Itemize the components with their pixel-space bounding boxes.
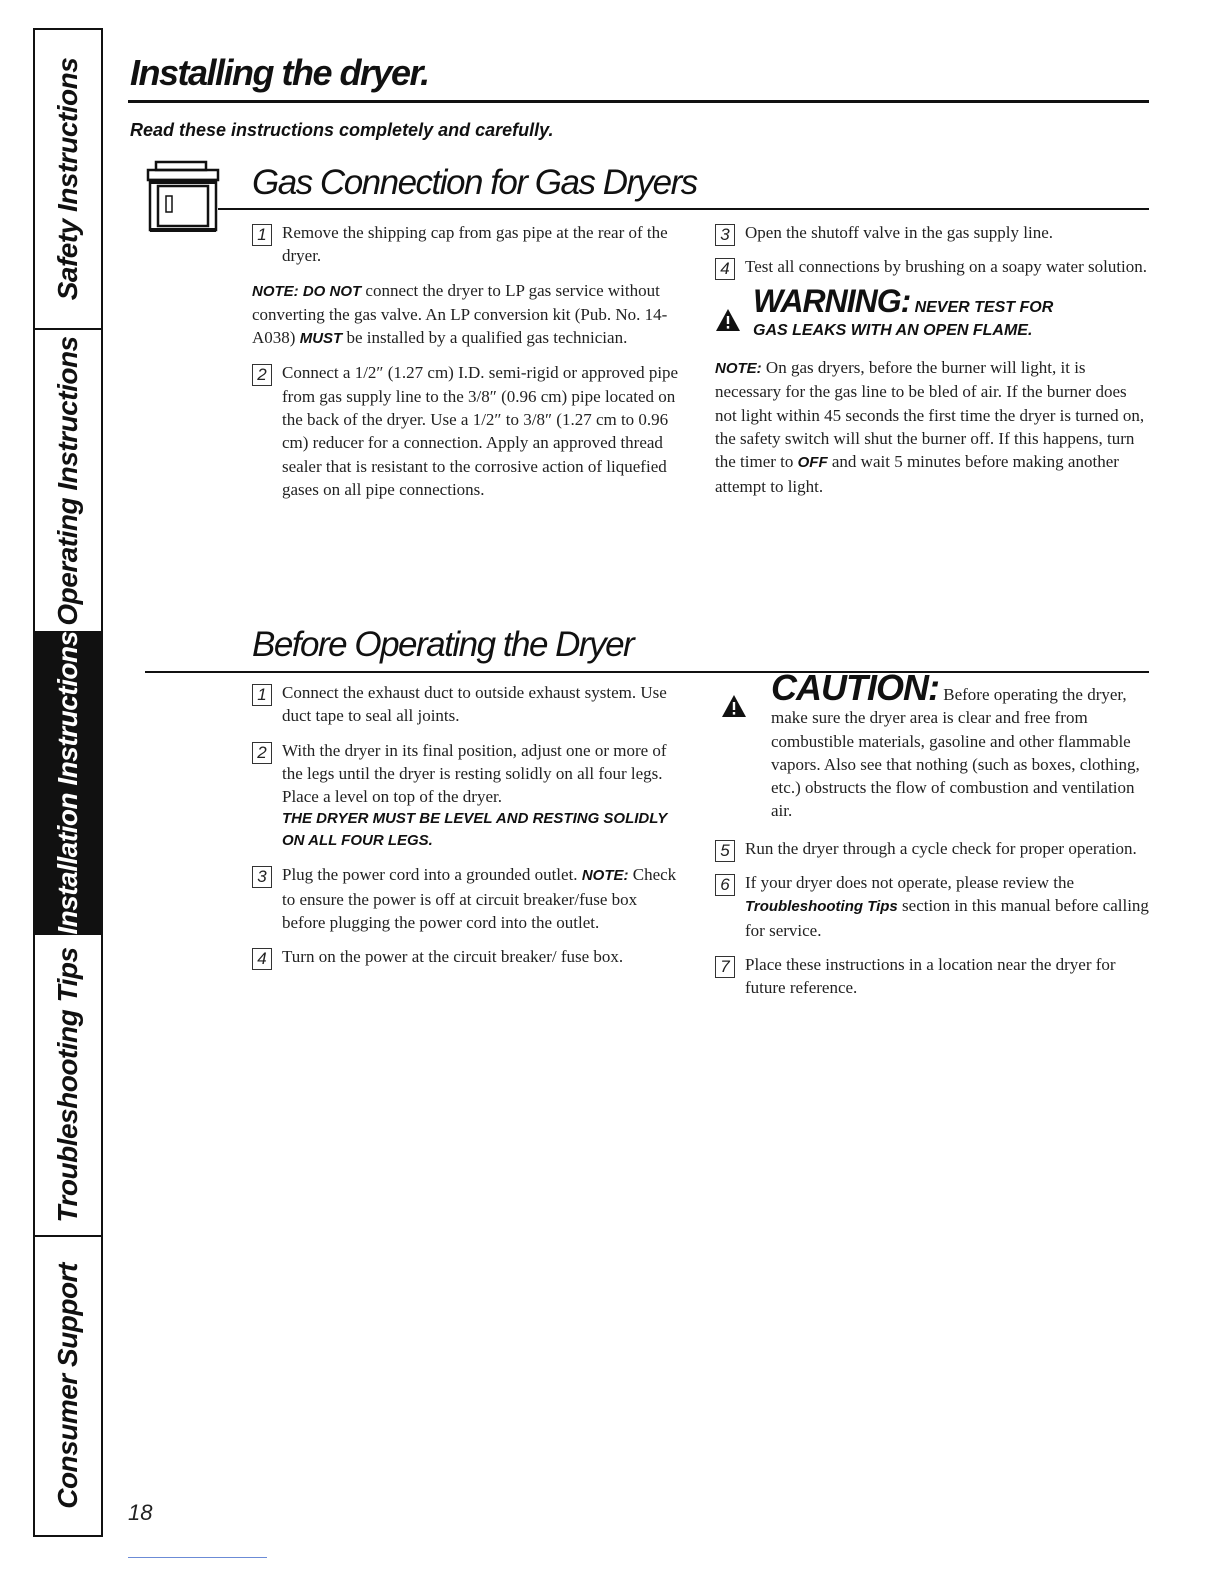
caution-block — [715, 667, 1151, 823]
operating-section-divider — [145, 671, 1149, 673]
tab-consumer-support[interactable] — [35, 1237, 101, 1535]
troubleshooting-tips-link[interactable]: Troubleshooting Tips — [745, 898, 898, 916]
warning-label: WARNING: — [753, 282, 911, 319]
step-number: 5 — [715, 840, 735, 862]
page-title: Installing the dryer. — [130, 52, 429, 93]
operating-step-6 — [715, 871, 1151, 942]
caution-label: CAUTION: — [771, 667, 939, 708]
note-label: NOTE: DO NOT — [252, 282, 362, 300]
tab-installation-instructions[interactable] — [35, 633, 101, 935]
gas-left-column — [252, 221, 682, 512]
dryer-icon — [146, 160, 220, 236]
warning-text: NEVER TEST FOR — [914, 298, 1054, 316]
step-number: 3 — [252, 866, 272, 888]
step-number: 2 — [252, 364, 272, 386]
gas-step-4 — [715, 255, 1151, 278]
step-text: Test all connections by brushing on a soapy water solution. — [745, 257, 1148, 277]
operating-step-2 — [252, 739, 682, 853]
operating-left-column — [252, 681, 682, 980]
step-number: 7 — [715, 956, 735, 978]
page-subtitle: Read these instructions completely and carefully. — [130, 120, 554, 140]
warning-triangle-icon — [715, 308, 741, 332]
must-emphasis: MUST — [299, 330, 343, 348]
tab-label: Safety Instructions — [52, 57, 83, 301]
gas-leak-warning — [715, 282, 1151, 343]
step-text: If your dryer does not operate, please review the — [745, 873, 1075, 893]
off-emphasis: OFF — [797, 454, 828, 472]
lp-gas-note — [252, 279, 682, 351]
tab-troubleshooting-tips[interactable] — [35, 935, 101, 1237]
tab-operating-instructions[interactable] — [35, 330, 101, 633]
gas-right-column — [715, 221, 1151, 509]
step-number: 1 — [252, 684, 272, 706]
operating-right-column — [715, 667, 1151, 1011]
operating-step-7 — [715, 953, 1151, 1000]
step-text: With the dryer in its final position, adjust one or more of the legs until the dryer is resting solidly on all four legs. Place a level on top of the dryer. — [282, 740, 667, 807]
note-text: Check to ensure the power is off at circuit breaker/fuse box before plugging the power cord into the outlet. — [282, 865, 677, 933]
gas-step-2 — [252, 361, 682, 501]
step-text: Run the dryer through a cycle check for proper operation. — [745, 838, 1137, 858]
gas-step-1 — [252, 221, 682, 268]
side-tab-bar — [33, 28, 103, 1537]
note-text: connect the dryer to LP gas service without converting the gas valve. An LP conversion kit (Pub. No. 14-A038) — [252, 280, 668, 348]
note-text: be installed by a qualified gas technician. — [342, 328, 628, 348]
operating-step-1 — [252, 681, 682, 728]
step-text: section in this manual before calling for service. — [745, 896, 1149, 940]
note-text: On gas dryers, before the burner will light, it is necessary for the gas line to be bled of air. If the burner does not light within 45 seconds the first time the dryer is turned on, the safety switch will shut the burner off. If this happens, turn the timer to — [715, 358, 1145, 472]
gas-section-divider — [218, 208, 1149, 210]
note-label: NOTE: — [581, 867, 629, 885]
operating-section-title: Before Operating the Dryer — [252, 625, 634, 664]
note-label: NOTE: — [715, 360, 762, 378]
step-number: 3 — [715, 224, 735, 246]
operating-step-5 — [715, 837, 1151, 860]
gas-section-title: Gas Connection for Gas Dryers — [252, 163, 697, 202]
note-text: and wait 5 minutes before making another attempt to light. — [715, 452, 1119, 496]
step-text: Place these instructions in a location near the dryer for future reference. — [745, 954, 1116, 998]
tab-label: Operating Instructions — [52, 335, 83, 626]
step-number: 4 — [252, 948, 272, 970]
tab-safety-instructions[interactable] — [35, 30, 101, 330]
step-number: 6 — [715, 874, 735, 896]
step-number: 2 — [252, 742, 272, 764]
warning-triangle-icon — [721, 694, 747, 718]
tab-label: Installation Instructions — [52, 631, 83, 935]
step-text: Remove the shipping cap from gas pipe at the rear of the dryer. — [282, 223, 668, 266]
step-number: 4 — [715, 258, 735, 280]
warning-text: GAS LEAKS WITH AN OPEN FLAME. — [753, 321, 1033, 339]
tab-label: Consumer Support — [52, 1263, 83, 1509]
operating-step-4 — [252, 945, 682, 968]
operating-step-3 — [252, 863, 682, 934]
step-text: Turn on the power at the circuit breaker/ fuse box. — [282, 947, 624, 967]
caution-text: Before operating the dryer, make sure the dryer area is clear and free from combustible materials, gasoline and other flammable vapors. Also see that nothing (such as boxes, clothing, etc.) obstructs the flow of combustion and ventilation air. — [771, 685, 1140, 821]
title-divider — [128, 100, 1149, 103]
page-number: 18 — [128, 1500, 153, 1525]
step-text: Connect a 1/2″ (1.27 cm) I.D. semi-rigid or approved pipe from gas supply line to the 3/8″ (0.96 cm) pipe located on the back of the dryer. Use a 1/2″ to 3/8″ (1.27 cm to 0.96 cm) reducer for a connection. Apply an approved thread sealer that is resistant to the corrosive action of liquefied gases on all pipe connections. — [282, 363, 679, 499]
footer-divider — [128, 1557, 267, 1558]
step-text: Plug the power cord into a grounded outlet. — [282, 865, 578, 885]
burner-note — [715, 356, 1151, 498]
step-text: Open the shutoff valve in the gas supply line. — [745, 223, 1053, 242]
gas-step-3 — [715, 221, 1151, 244]
tab-label: Troubleshooting Tips — [52, 947, 83, 1223]
level-emphasis: THE DRYER MUST BE LEVEL AND RESTING SOLIDLY ON ALL FOUR LEGS. — [282, 810, 668, 850]
step-number: 1 — [252, 224, 272, 246]
step-text: Connect the exhaust duct to outside exhaust system. Use duct tape to seal all joints. — [282, 683, 667, 726]
